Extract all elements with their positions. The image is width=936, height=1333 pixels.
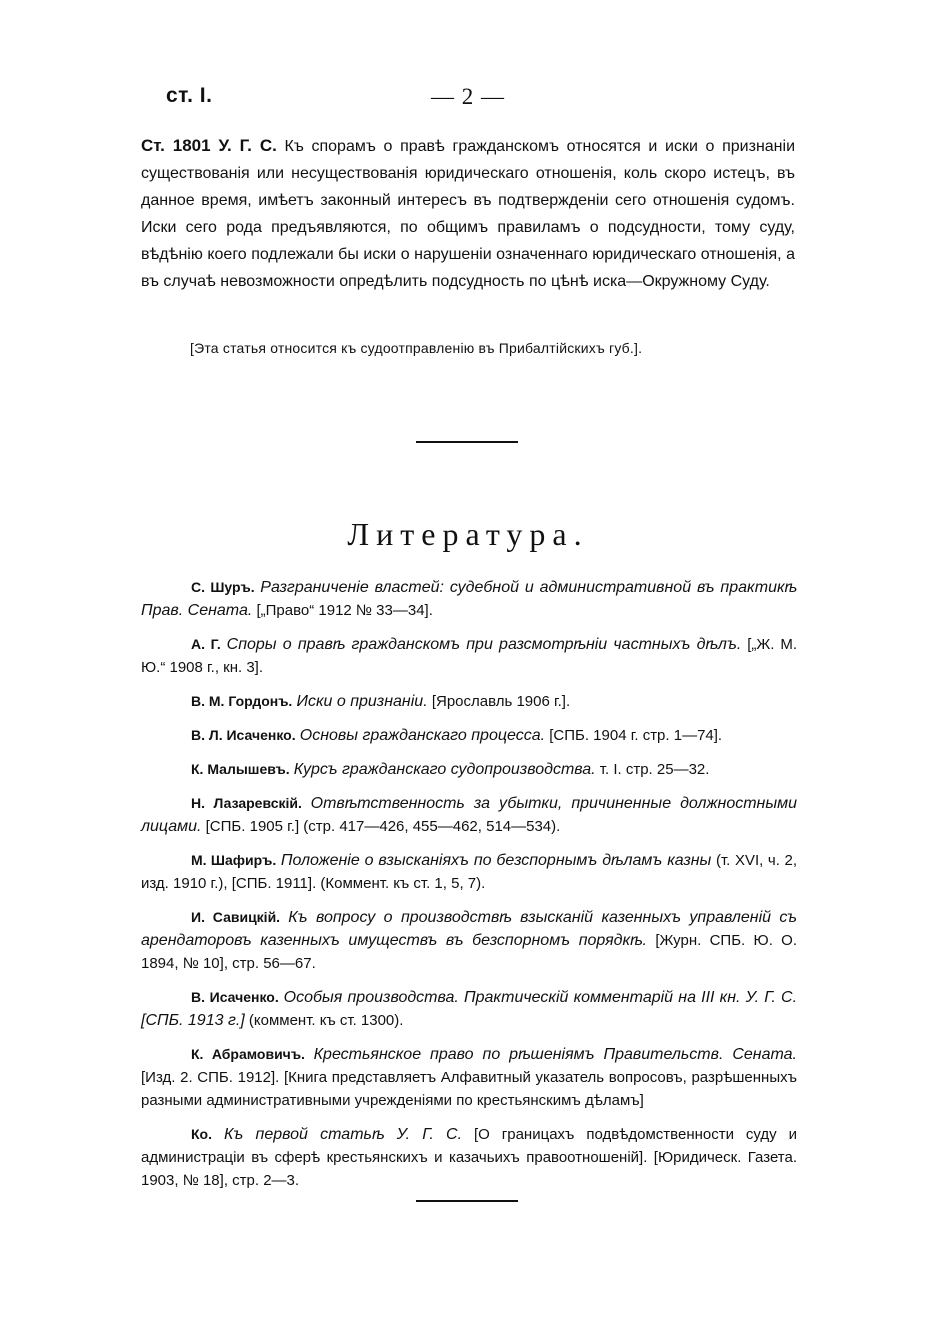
reference-author: В. М. Гордонъ. xyxy=(191,693,293,709)
reference-details: т. I. стр. 25—32. xyxy=(599,761,710,778)
reference-item xyxy=(141,690,797,713)
reference-item xyxy=(141,906,797,975)
reference-author: И. Савицкій. xyxy=(191,909,281,925)
reference-details: [Журн. СПБ. Ю. О. 1894, № 10], стр. 56—67. xyxy=(141,932,798,972)
literature-heading: Литература. xyxy=(347,516,589,552)
reference-title: Споры о правѣ гражданскомъ при разсмотрѣніи частныхъ дѣлъ. xyxy=(226,636,742,653)
reference-item xyxy=(141,758,797,781)
reference-list xyxy=(141,576,797,1203)
article-note: [Эта статья относится къ судоотправленію въ Прибалтійскихъ губ.]. xyxy=(190,340,643,356)
reference-details: [Изд. 2. СПБ. 1912]. [Книга представляетъ Алфавитный указатель вопросовъ, разрѣшенныхъ разными административными учрежденіями по крестьянскимъ дѣламъ] xyxy=(141,1069,797,1109)
reference-author: М. Шафиръ. xyxy=(191,852,277,868)
reference-author: К. Малышевъ. xyxy=(191,761,290,777)
reference-author: В. Л. Исаченко. xyxy=(191,727,296,743)
reference-details: [„Право“ 1912 № 33—34]. xyxy=(256,602,433,619)
reference-details: [Ярославль 1906 г.]. xyxy=(431,693,571,710)
reference-item xyxy=(141,633,797,679)
reference-title: Иски о признаніи. xyxy=(296,693,428,710)
divider-rule-bottom xyxy=(416,1200,518,1202)
reference-item xyxy=(141,1123,797,1192)
reference-details: [СПБ. 1905 г.] (стр. 417—426, 455—462, 514—534). xyxy=(205,818,561,835)
reference-item xyxy=(141,849,797,895)
article-text: Къ спорамъ о правѣ гражданскомъ относятся и иски о признаніи существованія или несуществованія юридическаго отношенія, коль скоро истецъ, въ данное время, имѣетъ законный интересъ въ подтвержденіи сего отношенія судомъ. Иски сего рода предъявляются, по общимъ правиламъ о подсудности, тому суду, вѣдѣнію коего подлежали бы иски о нарушеніи означеннаго юридическаго отношенія, а въ случаѣ невозможности опредѣлить подсудность по цѣнѣ иска—Окружному Суду. xyxy=(141,138,795,290)
article-reference: ст. I. xyxy=(166,84,213,107)
reference-item xyxy=(141,986,797,1032)
reference-author: Н. Лазаревскій. xyxy=(191,795,302,811)
reference-item xyxy=(141,576,797,622)
reference-item xyxy=(141,724,797,747)
reference-title: Крестьянское право по рѣшеніямъ Правительств. Сената. xyxy=(313,1046,797,1063)
divider-rule-top xyxy=(416,441,518,443)
reference-author: К. Абрамовичъ. xyxy=(191,1046,305,1062)
reference-title: Основы гражданскаго процесса. xyxy=(299,727,546,744)
article-number: Ст. 1801 У. Г. С. xyxy=(141,136,277,155)
reference-details: [СПБ. 1904 г. стр. 1—74]. xyxy=(549,727,723,744)
reference-item xyxy=(141,1043,797,1112)
reference-author: С. Шуръ. xyxy=(191,579,255,595)
reference-details: [О границахъ подвѣдомственности суду и администраціи въ сферѣ крестьянскихъ и казачьихъ правоотношеній]. [Юридическ. Газета. 1903, № 18], стр. 2—3. xyxy=(141,1126,797,1189)
reference-details: (т. XVI, ч. 2, изд. 1910 г.), [СПБ. 1911]. (Коммент. къ ст. 1, 5, 7). xyxy=(141,852,798,892)
reference-title: Особыя производства. Практическій комментарій на III кн. У. Г. С. [СПБ. 1913 г.] xyxy=(141,989,798,1029)
reference-item xyxy=(141,792,797,838)
reference-author: Ко. xyxy=(191,1126,212,1142)
page-number: — 2 — xyxy=(431,84,505,109)
article-paragraph xyxy=(141,132,795,295)
reference-author: В. Исаченко. xyxy=(191,989,279,1005)
reference-title: Отвѣтственность за убытки, причиненные должностными лицами. xyxy=(141,795,797,835)
reference-details: (коммент. къ ст. 1300). xyxy=(248,1012,404,1029)
reference-title: Положеніе о взысканіяхъ по безспорнымъ дѣламъ казны xyxy=(280,852,712,869)
reference-title: Къ первой статьѣ У. Г. С. xyxy=(223,1126,463,1143)
reference-title: Разграниченіе властей: судебной и административной въ практикѣ Прав. Сената. xyxy=(141,579,797,619)
reference-author: А. Г. xyxy=(191,636,221,652)
reference-details: [„Ж. М. Ю.“ 1908 г., кн. 3]. xyxy=(141,636,798,676)
reference-title: Къ вопросу о производствѣ взысканій казенныхъ управленій съ арендаторовъ казенныхъ имуществъ въ безспорномъ порядкѣ. xyxy=(141,909,798,949)
reference-title: Курсъ гражданскаго судопроизводства. xyxy=(293,761,596,778)
